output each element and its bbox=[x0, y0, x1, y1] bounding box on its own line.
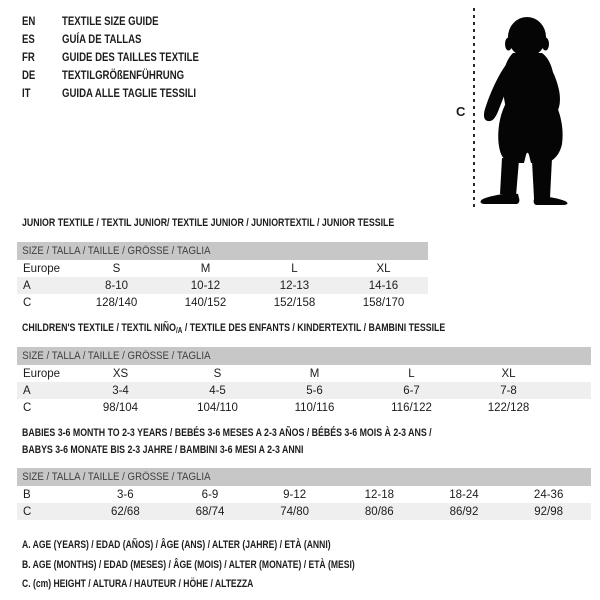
size-cell: XL bbox=[501, 367, 516, 380]
size-cell: 3-4 bbox=[72, 382, 169, 399]
size-table-header bbox=[17, 347, 591, 365]
language-code: ES bbox=[22, 32, 35, 46]
footnote-a: A. AGE (YEARS) / EDAD (AÑOS) / ÂGE (ANS) / ALTER (JAHRE) / ETÀ (ANNI) bbox=[22, 539, 331, 551]
table-row bbox=[17, 503, 591, 520]
table-row bbox=[17, 365, 591, 382]
size-cell: 6-9 bbox=[201, 488, 219, 501]
children-size-table bbox=[17, 347, 591, 416]
size-cell: 12-18 bbox=[364, 488, 394, 501]
language-code: FR bbox=[22, 50, 35, 64]
size-cell: 140/152 bbox=[184, 296, 227, 309]
table-row bbox=[17, 294, 428, 311]
size-cell: 24-36 bbox=[533, 488, 564, 501]
section-title-line: BABIES 3-6 MONTH TO 2-3 YEARS / BEBÉS 3-6 MESES A 2-3 AÑOS / BÉBÉS 3-6 MOIS À 2-3 ANS / bbox=[22, 427, 432, 439]
footnote-c: C. (cm) HEIGHT / ALTURA / HAUTEUR / HÖHE / ALTEZZA bbox=[22, 578, 254, 590]
language-title: GUIDA ALLE TAGLIE TESSILI bbox=[62, 86, 197, 100]
size-cell: S bbox=[213, 367, 222, 380]
footnotes bbox=[22, 536, 355, 595]
section-title-subscript: /A bbox=[175, 326, 183, 335]
size-cell: 116/122 bbox=[391, 401, 432, 414]
row-label: C bbox=[17, 503, 83, 520]
size-cell: 110/116 bbox=[294, 401, 335, 414]
table-row bbox=[17, 277, 428, 294]
table-header-row bbox=[17, 242, 428, 260]
table-row bbox=[17, 399, 591, 416]
section-title-babies bbox=[22, 425, 432, 459]
language-code: DE bbox=[22, 68, 36, 82]
size-cell: 98/104 bbox=[102, 401, 139, 414]
language-title: GUÍA DE TALLAS bbox=[62, 32, 142, 46]
row-label: A bbox=[17, 382, 72, 399]
size-cell: XL bbox=[376, 262, 391, 275]
language-row bbox=[22, 12, 199, 30]
height-dimension-label: C bbox=[456, 104, 466, 119]
section-title-line: BABYS 3-6 MONATE BIS 2-3 JAHRE / BAMBINI 3-6 MESI A 2-3 ANNI bbox=[22, 444, 304, 456]
section-title-text: / TEXTILE DES ENFANTS / KINDERTEXTIL / BAMBINI TESSILE bbox=[182, 322, 446, 334]
table-row bbox=[17, 486, 591, 503]
size-table-header-text: SIZE / TALLA / TAILLE / GRÖSSE / TAGLIA bbox=[22, 471, 211, 483]
size-cell: 128/140 bbox=[95, 296, 138, 309]
size-cell: 9-12 bbox=[283, 488, 307, 501]
size-cell: 6-7 bbox=[363, 382, 460, 399]
size-table-header-text: SIZE / TALLA / TAILLE / GRÖSSE / TAGLIA bbox=[22, 350, 211, 362]
row-label: Europe bbox=[23, 262, 61, 275]
size-cell: 92/98 bbox=[506, 503, 591, 520]
spacer-cell bbox=[557, 399, 591, 416]
size-cell: 104/110 bbox=[197, 401, 238, 414]
size-cell: 18-24 bbox=[449, 488, 479, 501]
section-title-text: CHILDREN'S TEXTILE / TEXTIL NIÑO bbox=[22, 322, 176, 334]
height-measure-line bbox=[473, 8, 475, 211]
size-cell: 4-5 bbox=[169, 382, 266, 399]
toddler-silhouette-icon bbox=[480, 8, 570, 206]
size-cell: 3-6 bbox=[117, 488, 134, 501]
section-title-children bbox=[22, 322, 445, 335]
language-row bbox=[22, 30, 199, 48]
size-cell: 14-16 bbox=[339, 277, 428, 294]
size-cell: L bbox=[291, 262, 298, 275]
size-cell: M bbox=[200, 262, 211, 275]
row-label: C bbox=[23, 296, 32, 309]
size-cell: 5-6 bbox=[266, 382, 363, 399]
size-cell: 68/74 bbox=[168, 503, 253, 520]
size-cell: 74/80 bbox=[252, 503, 337, 520]
language-title: TEXTILE SIZE GUIDE bbox=[62, 14, 159, 28]
language-row bbox=[22, 84, 199, 102]
row-label: B bbox=[23, 488, 31, 501]
language-code: IT bbox=[22, 86, 31, 100]
size-cell: 7-8 bbox=[460, 382, 557, 399]
size-cell: 152/158 bbox=[273, 296, 316, 309]
language-row bbox=[22, 66, 199, 84]
footnote-b: B. AGE (MONTHS) / EDAD (MESES) / ÂGE (MOIS) / ALTER (MONATE) / ETÀ (MESI) bbox=[22, 558, 355, 571]
row-label: Europe bbox=[23, 367, 61, 380]
size-cell: 80/86 bbox=[337, 503, 422, 520]
size-cell: S bbox=[112, 262, 121, 275]
language-row bbox=[22, 48, 199, 66]
row-label: A bbox=[17, 277, 72, 294]
row-label: C bbox=[23, 401, 32, 414]
table-row bbox=[17, 382, 591, 399]
table-row bbox=[17, 260, 428, 277]
size-cell: 62/68 bbox=[83, 503, 168, 520]
table-header-row bbox=[17, 468, 591, 486]
language-title: TEXTILGRÖßENFÜHRUNG bbox=[62, 68, 185, 82]
spacer-cell bbox=[557, 365, 591, 382]
table-header-row bbox=[17, 347, 591, 365]
size-cell: 122/128 bbox=[487, 401, 530, 414]
size-cell: 158/170 bbox=[362, 296, 405, 309]
section-title-junior: JUNIOR TEXTILE / TEXTIL JUNIOR/ TEXTILE JUNIOR / JUNIORTEXTIL / JUNIOR TESSILE bbox=[22, 217, 395, 229]
size-table-header bbox=[17, 242, 428, 260]
language-code: EN bbox=[22, 14, 36, 28]
size-cell: M bbox=[309, 367, 320, 380]
size-cell: L bbox=[408, 367, 415, 380]
size-table-header bbox=[17, 468, 591, 486]
size-cell: 8-10 bbox=[72, 277, 161, 294]
junior-size-table bbox=[17, 242, 428, 311]
babies-size-table bbox=[17, 468, 591, 520]
language-title-list bbox=[22, 12, 199, 102]
size-table-header-text: SIZE / TALLA / TAILLE / GRÖSSE / TAGLIA bbox=[22, 245, 211, 257]
spacer-cell bbox=[557, 382, 591, 399]
size-cell: 10-12 bbox=[161, 277, 250, 294]
size-cell: XS bbox=[112, 367, 129, 380]
size-cell: 12-13 bbox=[250, 277, 339, 294]
size-cell: 86/92 bbox=[422, 503, 507, 520]
language-title: GUIDE DES TAILLES TEXTILE bbox=[62, 50, 199, 64]
